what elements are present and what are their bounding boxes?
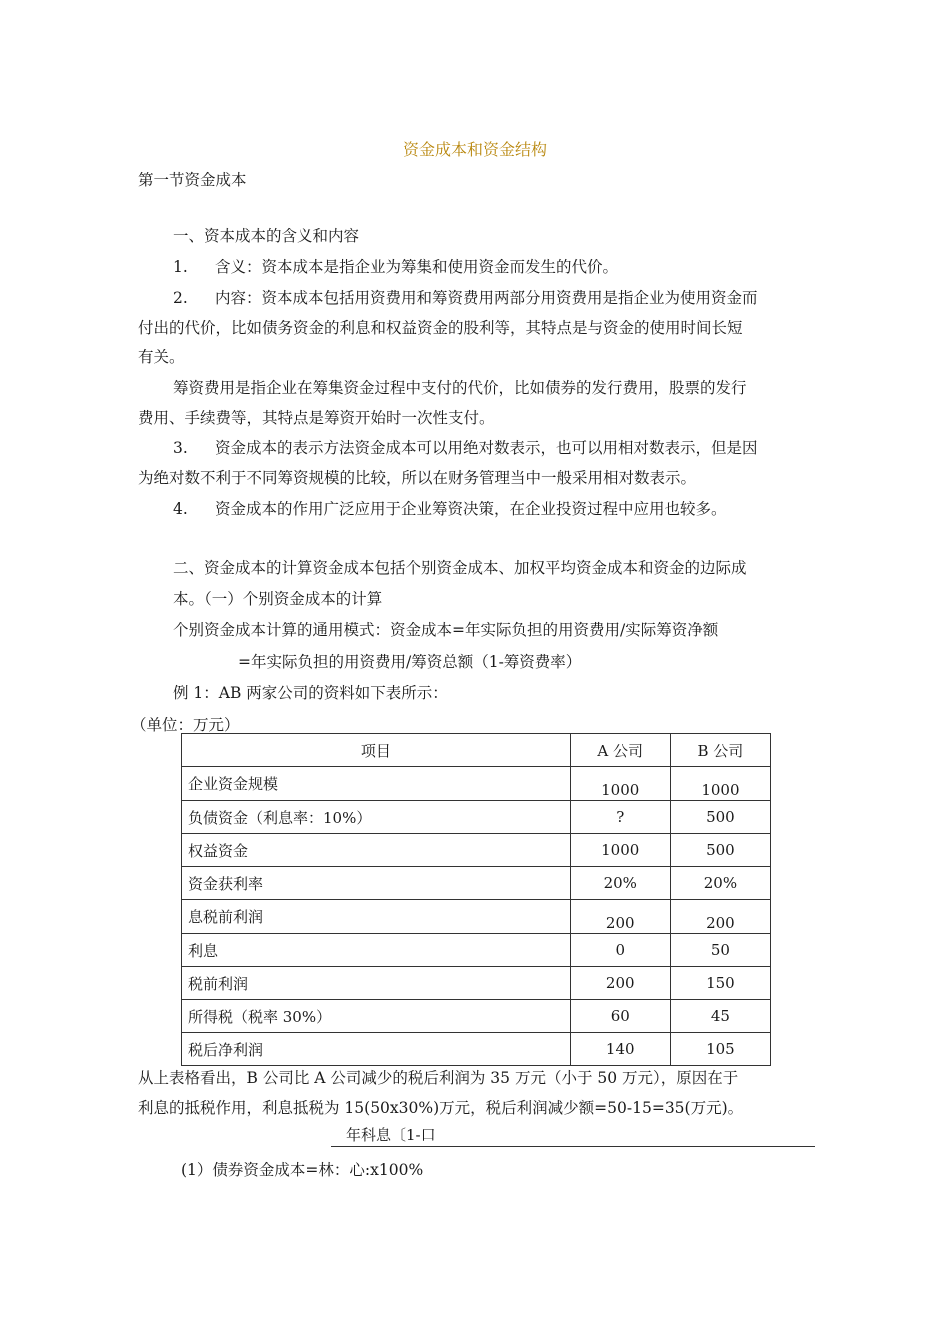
table-row [182,834,771,867]
row-label: 企业资金规模 [182,767,571,801]
row-value-b: 105 [670,1033,770,1066]
row-label: 息税前利润 [182,900,571,934]
header-company-a: A 公司 [570,734,670,767]
formula-general-2: =年实际负担的用资费用/筹资总额（1-筹资费率） [238,653,582,671]
item-1 [173,255,618,277]
item-4-number: 4. [173,500,188,518]
section-heading: 第一节资金成本 [138,171,247,189]
row-value-a: 60 [570,1000,670,1033]
para-fee-line-2: 费用、手续费等，其特点是筹资开始时一次性支付。 [138,409,495,427]
item-3-line-1 [173,436,758,458]
row-label: 所得税（税率 30%） [182,1000,571,1033]
table-row [182,900,771,934]
heading-2-line-2: 本。（一）个别资金成本的计算 [173,590,383,608]
row-value-a: 20% [570,867,670,900]
header-company-b: B 公司 [670,734,770,767]
item-2-line-1 [173,286,758,308]
formula-numerator: 年科息〔1-口 [346,1126,436,1144]
table-row [182,867,771,900]
row-value-a: 1000 [570,834,670,867]
row-value-b: 500 [670,801,770,834]
row-value-a: ? [570,801,670,834]
row-label: 负债资金（利息率：10%） [182,801,571,834]
item-3-line-2: 为绝对数不利于不同筹资规模的比较，所以在财务管理当中一般采用相对数表示。 [138,469,697,487]
table-row [182,967,771,1000]
item-2-number: 2. [173,289,188,307]
item-4 [173,497,727,519]
item-1-text: 含义：资本成本是指企业为筹集和使用资金而发生的代价。 [215,258,619,276]
example-1: 例 1：AB 两家公司的资料如下表所示： [173,684,448,702]
row-label: 权益资金 [182,834,571,867]
row-label: 税前利润 [182,967,571,1000]
row-value-a: 200 [570,900,670,934]
unit-label: （单位：万元） [131,716,240,734]
item-2-line-3: 有关。 [138,348,185,366]
table-row [182,1000,771,1033]
row-value-b: 1000 [670,767,770,801]
heading-1: 一、资本成本的含义和内容 [173,227,360,245]
table-row [182,934,771,967]
row-value-b: 45 [670,1000,770,1033]
company-comparison-table [181,733,771,1066]
table-row [182,767,771,801]
table-header-row [182,734,771,767]
row-value-b: 500 [670,834,770,867]
row-value-a: 1000 [570,767,670,801]
row-label: 利息 [182,934,571,967]
conclusion-line-1: 从上表格看出，B 公司比 A 公司减少的税后利润为 35 万元（小于 50 万元），原因在于 [138,1069,739,1087]
row-value-b: 200 [670,900,770,934]
heading-2-line-1: 二、资金成本的计算资金成本包括个别资金成本、加权平均资金成本和资金的边际成 [173,559,747,577]
para-fee-line-1: 筹资费用是指企业在筹集资金过程中支付的代价，比如债券的发行费用，股票的发行 [173,379,747,397]
row-value-b: 150 [670,967,770,1000]
item-1-number: 1. [173,258,188,276]
row-value-b: 50 [670,934,770,967]
item-2-text: 内容：资本成本包括用资费用和筹资费用两部分用资费用是指企业为使用资金而 [215,289,758,307]
table-row [182,1033,771,1066]
item-2-line-2: 付出的代价，比如债务资金的利息和权益资金的股利等，其特点是与资金的使用时间长短 [138,319,743,337]
conclusion-line-2: 利息的抵税作用，利息抵税为 15(50x30%)万元，税后利润减少额=50-15=35(万元)。 [138,1099,744,1117]
row-value-a: 0 [570,934,670,967]
item-3-number: 3. [173,439,188,457]
fraction-line [331,1146,815,1147]
row-value-a: 200 [570,967,670,1000]
item-4-text: 资金成本的作用广泛应用于企业筹资决策，在企业投资过程中应用也较多。 [215,500,727,518]
bond-cost-formula: (1）债券资金成本=林：心:x100% [181,1161,424,1179]
header-item: 项目 [182,734,571,767]
row-value-a: 140 [570,1033,670,1066]
document-title: 资金成本和资金结构 [402,140,547,159]
row-value-b: 20% [670,867,770,900]
table-row [182,801,771,834]
item-3-text: 资金成本的表示方法资金成本可以用绝对数表示，也可以用相对数表示，但是因 [215,439,758,457]
row-label: 资金获利率 [182,867,571,900]
row-label: 税后净利润 [182,1033,571,1066]
formula-general: 个别资金成本计算的通用模式：资金成本=年实际负担的用资费用/实际筹资净额 [173,621,719,639]
